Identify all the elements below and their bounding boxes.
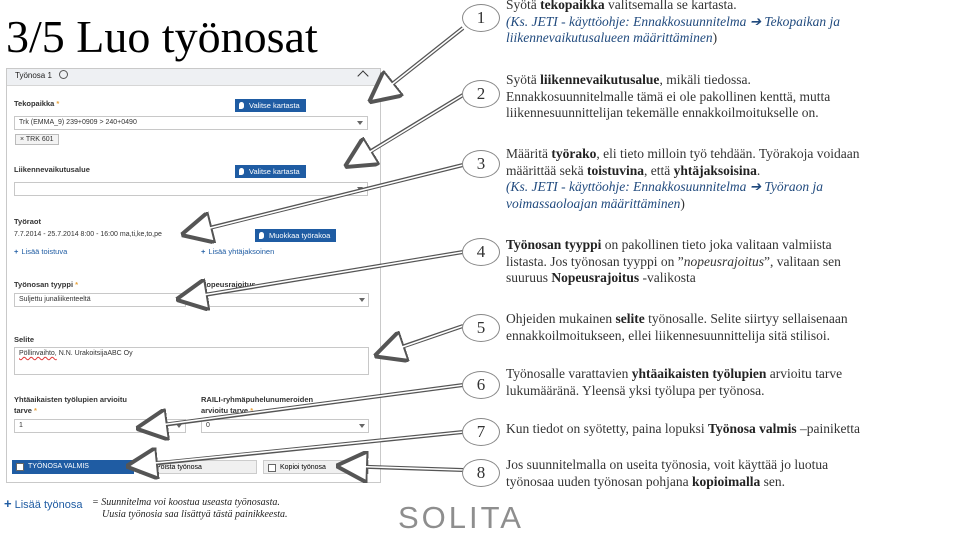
step-line bbox=[506, 383, 958, 400]
tyyppi-label: Työnosan tyyppi * bbox=[14, 280, 79, 289]
step-number-7: 7 bbox=[462, 418, 500, 446]
step-segment: ) bbox=[680, 195, 685, 211]
step-number-8: 8 bbox=[462, 459, 500, 487]
arrow-highlight-group bbox=[135, 28, 463, 470]
edit-tyorako-button[interactable]: Muokkaa työrakoa bbox=[255, 229, 336, 242]
add-continuous-button[interactable]: + Lisää yhtäjaksoinen bbox=[201, 247, 275, 256]
step-segment: , eli tieto milloin työ tehdään. Työrakoja voidaan bbox=[596, 146, 860, 161]
step-line bbox=[506, 457, 958, 474]
step-segment: Tekopaikan ja bbox=[761, 13, 841, 29]
step-segment: työnosaa uuden työnosan pohjana bbox=[506, 473, 692, 489]
step-line bbox=[506, 421, 958, 438]
step-segment: tekopaikka bbox=[540, 0, 605, 12]
step-line bbox=[506, 105, 958, 122]
tyolupien-input[interactable]: 1 bbox=[14, 419, 186, 433]
step-text-2 bbox=[506, 72, 958, 122]
step-segment: listasta. Jos työnosan tyyppi on ” bbox=[506, 253, 684, 269]
step-segment: ➔ bbox=[749, 179, 762, 194]
step-line bbox=[506, 254, 958, 271]
arrow-4-highlight bbox=[185, 252, 463, 298]
step-line bbox=[506, 474, 958, 491]
step-segment: (Ks. JETI - käyttöohje: Ennakkosuunnitelma bbox=[506, 13, 750, 29]
step-segment: Työnosalle varattavien bbox=[506, 366, 632, 381]
raili-label: RAILI-ryhmäpuhelunumeroiden arvioitu tarve * bbox=[201, 395, 314, 415]
step-segment: työnosalle. Selite siirtyy sellaisenaan bbox=[644, 311, 848, 326]
tyoraot-label: Työraot bbox=[14, 217, 41, 226]
arrow-3-highlight bbox=[190, 165, 463, 233]
arrow-1-highlight bbox=[376, 28, 463, 97]
slide-title: 3/5 Luo työnosat bbox=[6, 11, 318, 62]
step-segment: yhtäaikaisten työlupien bbox=[631, 366, 767, 381]
step-line bbox=[506, 30, 958, 47]
step-segment: liikennesuunnittelijan tekemälle ennakkoilmoitukselle on. bbox=[506, 105, 819, 120]
arrow-6-highlight bbox=[145, 385, 463, 427]
step-number-5: 5 bbox=[462, 314, 500, 342]
step-text-5 bbox=[506, 311, 958, 344]
step-segment: . bbox=[756, 162, 761, 178]
step-segment: määrittää sekä bbox=[506, 162, 587, 178]
add-work-part-note: = Suunnitelma voi koostua useasta työnosasta. Uusia työnosia saa lisättyä tästä painikkeesta. bbox=[92, 497, 288, 520]
arrow-5-highlight bbox=[382, 326, 463, 354]
tekopaikka-tag[interactable]: × TRK 601 bbox=[15, 134, 59, 145]
step-segment: toistuvina bbox=[586, 162, 644, 178]
step-segment: työrako bbox=[551, 146, 597, 161]
step-text-4 bbox=[506, 237, 958, 287]
step-number-2: 2 bbox=[462, 80, 500, 108]
step-segment: -valikosta bbox=[639, 270, 696, 285]
poista-tyonosa-button[interactable]: Poista työnosa bbox=[139, 460, 257, 474]
step-text-6 bbox=[506, 366, 958, 399]
step-segment: suuruus bbox=[506, 270, 552, 285]
step-line bbox=[506, 72, 958, 89]
step-segment: ennakkoilmoitukseen, ellei liikennesuunnittelija sitä stilisoi. bbox=[506, 327, 830, 343]
tekopaikka-label: Tekopaikka * bbox=[14, 99, 60, 108]
step-segment: selite bbox=[615, 311, 645, 326]
step-number-1: 1 bbox=[462, 4, 500, 32]
step-number-4: 4 bbox=[462, 238, 500, 266]
step-line bbox=[506, 89, 958, 106]
step-line bbox=[506, 179, 958, 196]
step-text-7 bbox=[506, 421, 958, 438]
step-segment: Määritä bbox=[506, 146, 552, 161]
step-segment: arvioitu tarve bbox=[766, 366, 843, 381]
step-segment: Työraon ja bbox=[761, 179, 824, 194]
step-segment: ➔ bbox=[749, 13, 762, 29]
tab-work-part-1[interactable]: Työnosa 1 bbox=[15, 71, 52, 80]
step-segment: , että bbox=[643, 162, 674, 178]
add-work-part-button[interactable]: + Lisää työnosa bbox=[4, 496, 83, 511]
step-number-3: 3 bbox=[462, 150, 500, 178]
step-segment: yhtäjaksoisina bbox=[673, 162, 757, 178]
step-line bbox=[506, 146, 958, 163]
add-repeating-button[interactable]: + Lisää toistuva bbox=[14, 247, 68, 256]
step-segment: on pakollinen tieto joka valitaan valmiista bbox=[601, 237, 832, 252]
step-line bbox=[506, 0, 958, 14]
arrow-2-highlight bbox=[352, 95, 463, 163]
step-segment: Syötä bbox=[506, 72, 541, 87]
tyonosa-valmis-button[interactable]: TYÖNOSA VALMIS bbox=[12, 460, 134, 474]
step-line bbox=[506, 14, 958, 31]
step-segment: , mikäli tiedossa. bbox=[659, 72, 751, 87]
step-segment: ) bbox=[712, 30, 718, 45]
step-segment: sen. bbox=[760, 473, 785, 489]
step-segment: lukumääränä. Yleensä yksi työlupa per työnosa. bbox=[506, 382, 765, 398]
step-line bbox=[506, 328, 958, 345]
step-segment: Ennakkosuunnitelmalle tämä ei ole pakollinen kenttä, mutta bbox=[506, 88, 831, 104]
step-line bbox=[506, 196, 958, 213]
step-line bbox=[506, 366, 958, 383]
step-line bbox=[506, 270, 958, 287]
step-line bbox=[506, 163, 958, 180]
step-segment: voimassaoloajan määrittäminen bbox=[506, 195, 681, 211]
step-text-3 bbox=[506, 146, 958, 212]
step-text-8 bbox=[506, 457, 958, 490]
step-segment: Jos suunnitelmalla on useita työnosia, voit käyttää jo luotua bbox=[506, 457, 829, 472]
step-segment: liikennevaikutusalueen määrittäminen bbox=[506, 30, 713, 45]
tyyppi-select[interactable]: Suljettu junaliikenteeltä bbox=[14, 293, 186, 307]
step-line bbox=[506, 311, 958, 328]
tyolupien-label: Yhtäaikaisten työlupien arvioitu tarve * bbox=[14, 395, 127, 415]
arrow-7-highlight bbox=[135, 432, 463, 465]
selite-textarea[interactable]: Pöllinvaihto, N.N. UrakoitsijaABC Oy bbox=[14, 347, 369, 375]
nopeusrajoitus-label: Nopeusrajoitus bbox=[201, 280, 256, 289]
step-segment: kopioimalla bbox=[691, 473, 761, 489]
step-segment: Nopeusrajoitus bbox=[551, 270, 640, 285]
step-text-1 bbox=[506, 0, 958, 47]
step-segment: ”, valitaan sen bbox=[764, 253, 841, 269]
step-segment: (Ks. JETI - käyttöohje: Ennakkosuunnitelma bbox=[506, 179, 750, 194]
step-segment: nopeusrajoitus bbox=[683, 253, 765, 269]
step-number-6: 6 bbox=[462, 371, 500, 399]
plus-icon: + bbox=[14, 247, 19, 256]
liikennevaikutusalue-label: Liikennevaikutusalue bbox=[14, 165, 90, 174]
step-segment: valitsemalla se kartasta. bbox=[604, 0, 737, 12]
kopioi-tyonosa-button[interactable]: Kopioi työnosa bbox=[263, 460, 369, 474]
tekopaikka-map-button[interactable]: Valitse kartasta bbox=[235, 99, 306, 112]
step-segment: Työnosa valmis bbox=[707, 421, 797, 436]
step-segment: Syötä bbox=[506, 0, 541, 12]
liikennevaikutusalue-map-button[interactable]: Valitse kartasta bbox=[235, 165, 306, 178]
solita-logo: SOLITA bbox=[398, 500, 524, 533]
tekopaikka-select[interactable]: Trk (EMMA_9) 239+0909 > 240+0490 bbox=[14, 116, 368, 130]
step-segment: –painiketta bbox=[796, 421, 860, 436]
selite-label: Selite bbox=[14, 335, 35, 344]
step-segment: liikennevaikutusalue bbox=[540, 72, 660, 87]
step-segment: Ohjeiden mukainen bbox=[506, 311, 616, 326]
step-segment: Työnosan tyyppi bbox=[506, 237, 602, 252]
tyorako-value: 7.7.2014 - 25.7.2014 8:00 - 16:00 ma,ti,ke,to,pe bbox=[14, 229, 189, 242]
step-segment: Kun tiedot on syötetty, paina lopuksi bbox=[506, 421, 708, 436]
plus-icon: + bbox=[4, 496, 12, 511]
arrow-group bbox=[130, 28, 463, 470]
plus-icon: + bbox=[201, 247, 206, 256]
raili-input[interactable]: 0 bbox=[201, 419, 369, 433]
step-line bbox=[506, 237, 958, 254]
